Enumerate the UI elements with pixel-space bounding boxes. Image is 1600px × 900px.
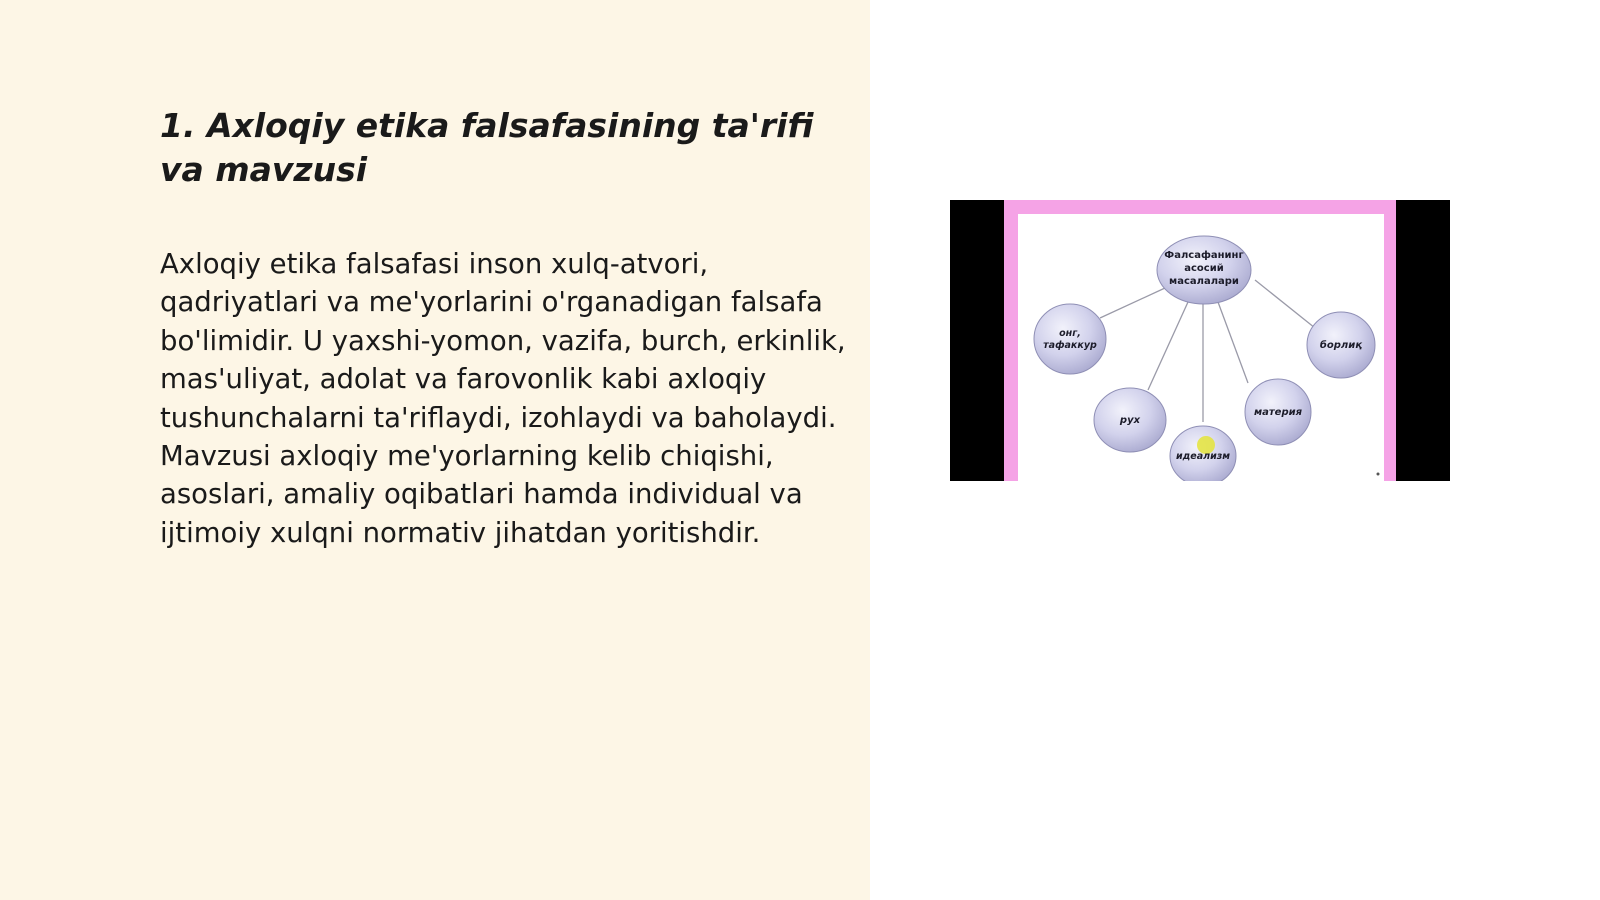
node-ruh xyxy=(1094,388,1166,452)
node-ong-line2: тафаккур xyxy=(1043,340,1097,351)
slide-marker xyxy=(1377,473,1380,476)
node-ong-line1: онг, xyxy=(1059,328,1081,339)
node-ong-tafakkur xyxy=(1034,304,1106,374)
node-idealizm xyxy=(1170,426,1236,481)
node-ruh-label: рух xyxy=(1119,415,1141,426)
center-node-line2: асосий xyxy=(1184,263,1224,274)
center-node-line1: Фалсафанинг xyxy=(1164,250,1244,261)
node-idealizm-label: идеализм xyxy=(1175,451,1231,462)
node-materiya-label: материя xyxy=(1253,407,1303,418)
node-borliq-label: борлиқ xyxy=(1319,340,1363,351)
embedded-video[interactable] xyxy=(950,200,1450,481)
center-node-line3: масалалари xyxy=(1169,276,1239,287)
slide-body-text: Axloqiy etika falsafasi inson xulq-atvori, qadriyatlari va me'yorlarini o'rganadigan falsafa bo'limidir. U yaxshi-yomon, vazifa, burch, erkinlik, mas'uliyat, adolat va farovonlik kabi axloqiy tushunchalarni ta'riflaydi, izohlaydi va baholaydi. Mavzusi axloqiy me'yorlarning kelib chiqishi, asoslari, amaliy oqibatlari hamda individual va ijtimoiy xulqni normativ jihatdan yoritishdir. xyxy=(160,248,846,549)
node-materiya xyxy=(1245,379,1311,445)
center-node xyxy=(1157,236,1251,304)
mind-map-diagram xyxy=(950,200,1450,481)
node-borliq xyxy=(1307,312,1375,378)
slide-title: 1. Axloqiy etika falsafasining ta'rifi va mavzusi xyxy=(160,106,814,189)
